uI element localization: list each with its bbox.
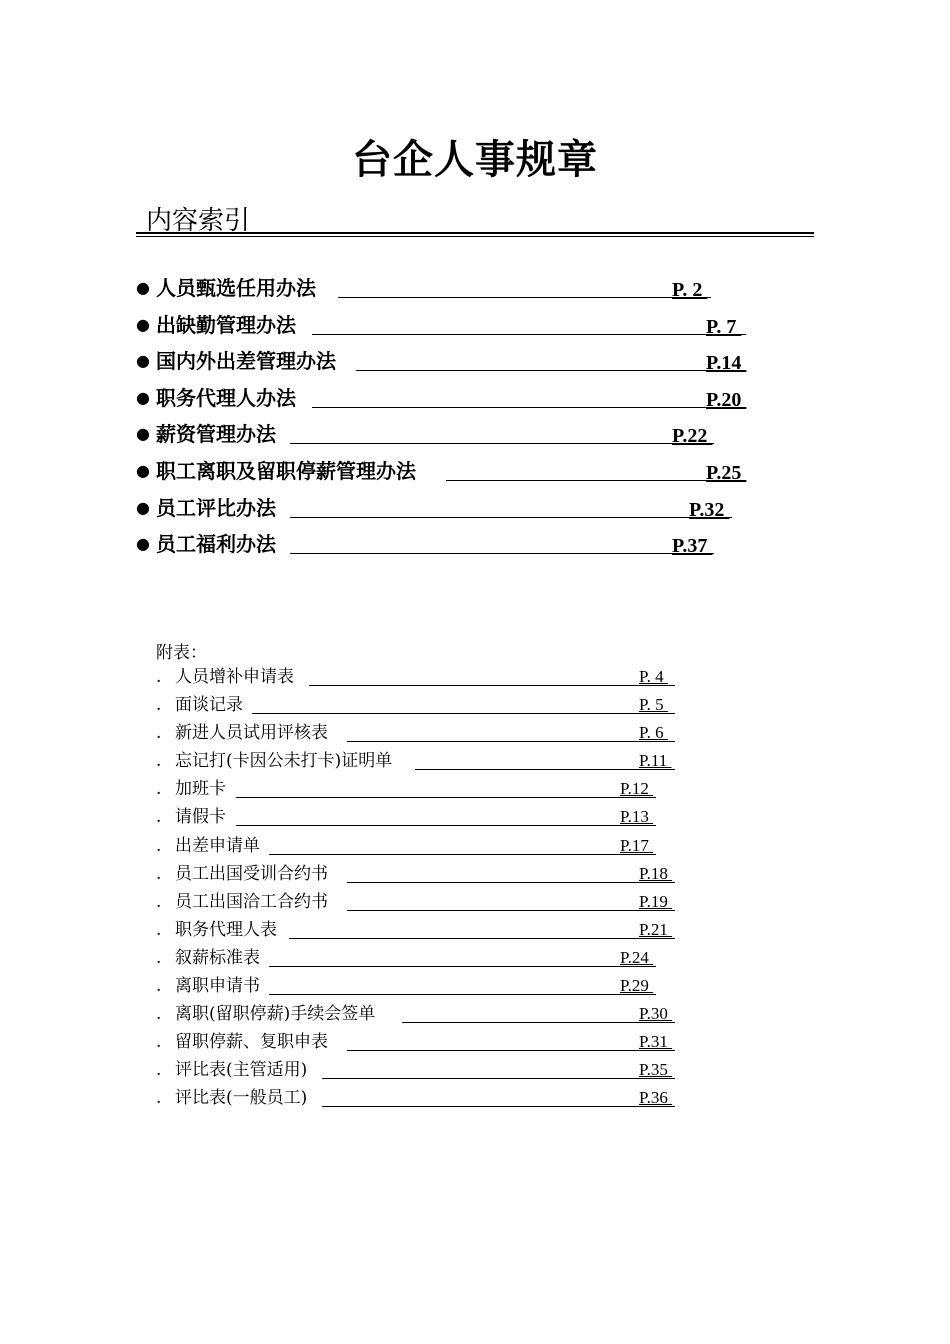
appendix-entry[interactable] — [152, 862, 712, 890]
index-entry-label: 国内外出差管理办法 — [156, 349, 336, 374]
heading-rule-thin — [136, 236, 814, 237]
appendix-entry-label: 叙薪标准表 — [175, 947, 260, 968]
index-entry-label: 出缺勤管理办法 — [156, 312, 296, 337]
appendix-entry[interactable] — [152, 749, 712, 777]
appendix-entry-page: P.31 — [639, 1032, 673, 1052]
appendix-entry-page: P. 5 — [639, 695, 668, 715]
appendix-entry-label: 离职申请书 — [175, 976, 260, 997]
index-entry[interactable] — [136, 495, 836, 532]
leader-line — [290, 517, 732, 518]
leader-line — [269, 966, 656, 967]
appendix-entry-page: P.11 — [639, 751, 672, 771]
index-entry[interactable] — [136, 421, 836, 458]
appendix-entry-label: 评比表(主管适用) — [175, 1060, 308, 1081]
index-entry-page: P.25 — [706, 461, 747, 484]
leader-line — [322, 1078, 675, 1079]
appendix-list — [152, 665, 712, 1115]
bullet-icon: ● — [136, 424, 150, 444]
index-entry[interactable] — [136, 348, 836, 385]
index-entry-label: 薪资管理办法 — [156, 422, 276, 447]
bullet-icon: ● — [136, 351, 150, 371]
appendix-entry[interactable] — [152, 1086, 712, 1114]
bullet-icon: ● — [136, 460, 150, 480]
appendix-title: 附表： — [156, 643, 207, 663]
document-title: 台企人事规章 — [352, 137, 598, 183]
appendix-entry[interactable] — [152, 974, 712, 1002]
appendix-entry-page: P.21 — [639, 919, 673, 939]
appendix-entry-label: 面谈记录 — [175, 695, 243, 716]
index-entry-page: P.14 — [706, 352, 747, 375]
appendix-entry[interactable] — [152, 834, 712, 862]
appendix-entry[interactable] — [152, 1058, 712, 1086]
list-marker: . — [156, 1060, 162, 1081]
list-marker: . — [156, 1032, 162, 1053]
index-entry[interactable] — [136, 275, 836, 312]
appendix-entry-label: 加班卡 — [175, 779, 226, 800]
appendix-entry-page: P.19 — [639, 891, 673, 911]
appendix-entry-label: 评比表(一般员工) — [175, 1088, 308, 1109]
leader-line — [347, 741, 675, 742]
leader-line — [356, 370, 746, 371]
list-marker: . — [156, 1004, 162, 1025]
bullet-icon: ● — [136, 534, 150, 554]
appendix-entry[interactable] — [152, 665, 712, 693]
appendix-entry[interactable] — [152, 918, 712, 946]
index-entry-label: 员工福利办法 — [156, 532, 276, 557]
appendix-entry[interactable] — [152, 1030, 712, 1058]
bullet-icon: ● — [136, 278, 150, 297]
appendix-entry[interactable] — [152, 1002, 712, 1030]
appendix-entry-label: 新进人员试用评核表 — [175, 723, 328, 744]
appendix-entry-page: P.36 — [639, 1088, 673, 1108]
appendix-entry-page: P.13 — [620, 807, 654, 827]
index-entry-label: 职务代理人办法 — [156, 385, 296, 410]
list-marker: . — [156, 891, 162, 912]
appendix-entry[interactable] — [152, 721, 712, 749]
leader-line — [347, 882, 675, 883]
leader-line — [322, 1106, 675, 1107]
leader-line — [269, 994, 656, 995]
index-entry[interactable] — [136, 312, 836, 349]
appendix-entry-label: 留职停薪、复职申表 — [175, 1032, 328, 1053]
index-entry-page: P.20 — [706, 388, 747, 411]
appendix-entry-page: P.30 — [639, 1004, 673, 1024]
index-entry[interactable] — [136, 385, 836, 422]
bullet-icon: ● — [136, 314, 150, 334]
leader-line — [289, 938, 675, 939]
appendix-entry-page: P.12 — [620, 779, 654, 799]
leader-line — [312, 407, 746, 408]
appendix-entry-page: P.24 — [620, 947, 654, 967]
appendix-entry-page: P.29 — [620, 976, 654, 996]
index-entry-page: P. 2 — [672, 279, 708, 301]
index-entry-page: P.37 — [672, 535, 713, 558]
leader-line — [290, 553, 714, 554]
appendix-entry[interactable] — [152, 890, 712, 918]
index-entry-label: 职工离职及留职停薪管理办法 — [156, 458, 416, 483]
appendix-entry-label: 忘记打(卡因公未打卡)证明单 — [175, 751, 393, 772]
appendix-entry-page: P. 4 — [639, 667, 668, 686]
appendix-entry-page: P.18 — [639, 863, 673, 883]
list-marker: . — [156, 976, 162, 997]
list-marker: . — [156, 723, 162, 744]
heading-rule — [136, 232, 814, 234]
appendix-entry-label: 员工出国洽工合约书 — [175, 891, 328, 912]
appendix-entry-label: 离职(留职停薪)手续会签单 — [175, 1004, 376, 1025]
appendix-entry-page: P.17 — [620, 835, 654, 855]
leader-line — [402, 1022, 675, 1023]
index-entry-page: P.22 — [672, 425, 713, 448]
list-marker: . — [156, 667, 162, 687]
leader-line — [347, 1050, 675, 1051]
leader-line — [252, 713, 675, 714]
appendix-entry-page: P. 6 — [639, 723, 668, 743]
appendix-entry[interactable] — [152, 946, 712, 974]
leader-line — [446, 480, 746, 481]
appendix-entry-label: 员工出国受训合约书 — [175, 863, 328, 884]
leader-line — [236, 797, 656, 798]
leader-line — [309, 685, 675, 686]
leader-line — [236, 825, 656, 826]
appendix-entry[interactable] — [152, 805, 712, 833]
list-marker: . — [156, 835, 162, 856]
bullet-icon: ● — [136, 387, 150, 407]
appendix-entry[interactable] — [152, 693, 712, 721]
list-marker: . — [156, 695, 162, 716]
appendix-entry-label: 请假卡 — [175, 807, 226, 828]
leader-line — [347, 910, 675, 911]
appendix-entry-label: 出差申请单 — [175, 835, 260, 856]
leader-line — [312, 334, 746, 335]
appendix-entry-page: P.35 — [639, 1060, 673, 1080]
appendix-entry-label: 职务代理人表 — [175, 919, 277, 940]
index-entry-label: 员工评比办法 — [156, 495, 276, 520]
list-marker: . — [156, 751, 162, 772]
index-entry[interactable] — [136, 458, 836, 495]
main-index-list — [136, 275, 836, 568]
section-heading: 内容索引 — [146, 206, 251, 236]
list-marker: . — [156, 1088, 162, 1109]
appendix-entry-label: 人员增补申请表 — [175, 667, 294, 687]
list-marker: . — [156, 947, 162, 968]
index-entry-page: P.32 — [689, 498, 730, 521]
list-marker: . — [156, 779, 162, 800]
list-marker: . — [156, 863, 162, 884]
list-marker: . — [156, 919, 162, 940]
leader-line — [415, 769, 675, 770]
appendix-entry[interactable] — [152, 777, 712, 805]
bullet-icon: ● — [136, 497, 150, 517]
leader-line — [338, 297, 711, 298]
list-marker: . — [156, 807, 162, 828]
index-entry[interactable] — [136, 531, 836, 568]
leader-line — [290, 443, 714, 444]
index-entry-label: 人员甄选任用办法 — [156, 276, 316, 300]
index-entry-page: P. 7 — [706, 315, 742, 338]
leader-line — [269, 854, 656, 855]
